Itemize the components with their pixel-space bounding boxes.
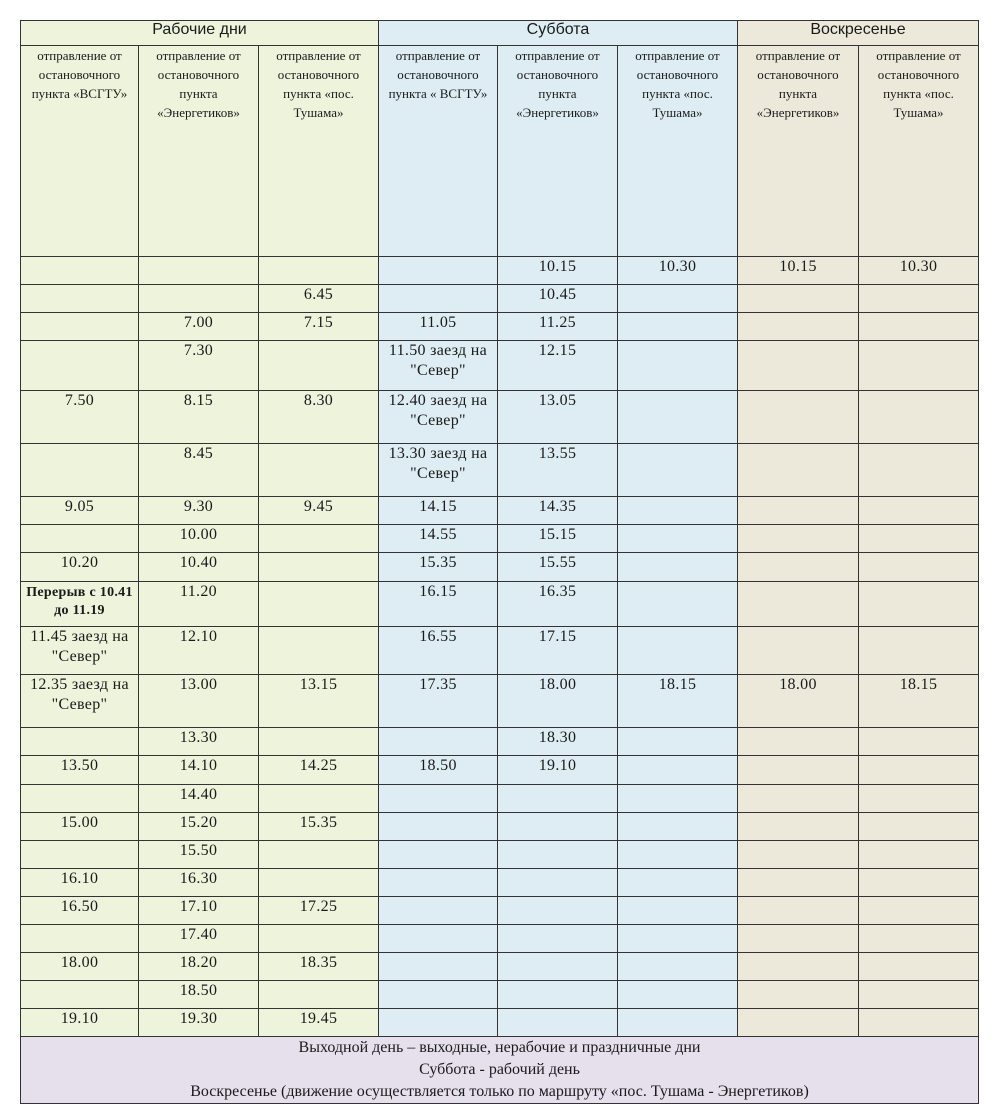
cell-sunday-energetikov <box>738 444 859 497</box>
cell-weekday-tushama: 13.15 <box>259 675 379 728</box>
cell-saturday-tushama <box>618 756 738 785</box>
cell-sunday-energetikov <box>738 341 859 391</box>
cell-saturday-vsgtu <box>379 813 498 841</box>
cell-weekday-energetikov: 8.45 <box>139 444 259 497</box>
cell-weekday-vsgtu <box>21 525 139 553</box>
cell-weekday-vsgtu: 7.50 <box>21 391 139 444</box>
col-saturday-vsgtu: отправление от остановочного пункта « ВСГТУ» <box>379 46 498 257</box>
cell-sunday-tushama <box>859 785 979 813</box>
cell-weekday-tushama: 15.35 <box>259 813 379 841</box>
cell-weekday-energetikov: 9.30 <box>139 497 259 525</box>
col-saturday-tushama: отправление от остановочного пункта «пос. Тушама» <box>618 46 738 257</box>
cell-weekday-energetikov: 16.30 <box>139 869 259 897</box>
cell-weekday-energetikov: 11.20 <box>139 582 259 627</box>
cell-weekday-vsgtu: 15.00 <box>21 813 139 841</box>
footer-line-saturday: Суббота - рабочий день <box>419 1061 580 1078</box>
cell-saturday-energetikov <box>498 925 618 953</box>
footer-line-weekend: Выходной день – выходные, нерабочие и праздничные дни <box>298 1039 701 1056</box>
cell-sunday-tushama <box>859 813 979 841</box>
schedule-row <box>21 285 979 313</box>
cell-saturday-tushama <box>618 953 738 981</box>
group-header-row <box>21 21 979 46</box>
cell-saturday-energetikov <box>498 785 618 813</box>
cell-weekday-tushama: 8.30 <box>259 391 379 444</box>
schedule-row <box>21 553 979 582</box>
schedule-row <box>21 497 979 525</box>
cell-saturday-vsgtu: 16.55 <box>379 627 498 675</box>
cell-weekday-vsgtu: 16.10 <box>21 869 139 897</box>
cell-sunday-energetikov <box>738 841 859 869</box>
cell-saturday-energetikov <box>498 869 618 897</box>
cell-sunday-tushama: 18.15 <box>859 675 979 728</box>
cell-sunday-energetikov <box>738 728 859 756</box>
cell-saturday-vsgtu: 11.50 заезд на "Север" <box>379 341 498 391</box>
group-weekdays: Рабочие дни <box>21 21 379 46</box>
cell-weekday-vsgtu <box>21 925 139 953</box>
cell-saturday-vsgtu <box>379 925 498 953</box>
cell-saturday-vsgtu <box>379 953 498 981</box>
cell-sunday-tushama <box>859 756 979 785</box>
cell-weekday-vsgtu <box>21 728 139 756</box>
cell-weekday-tushama: 18.35 <box>259 953 379 981</box>
cell-saturday-tushama <box>618 627 738 675</box>
cell-saturday-vsgtu: 14.15 <box>379 497 498 525</box>
cell-weekday-tushama <box>259 257 379 285</box>
cell-saturday-vsgtu: 15.35 <box>379 553 498 582</box>
schedule-row <box>21 953 979 981</box>
footer-notes <box>21 1037 979 1104</box>
cell-saturday-vsgtu <box>379 841 498 869</box>
cell-weekday-tushama <box>259 785 379 813</box>
cell-weekday-tushama <box>259 925 379 953</box>
cell-weekday-energetikov: 15.20 <box>139 813 259 841</box>
cell-weekday-energetikov: 17.40 <box>139 925 259 953</box>
cell-weekday-tushama <box>259 341 379 391</box>
cell-saturday-vsgtu <box>379 1009 498 1037</box>
cell-weekday-energetikov: 17.10 <box>139 897 259 925</box>
cell-weekday-tushama <box>259 525 379 553</box>
cell-saturday-tushama <box>618 1009 738 1037</box>
cell-saturday-vsgtu <box>379 785 498 813</box>
footer-line-sunday: Воскресенье (движение осуществляется только по маршруту «пос. Тушама - Энергетиков) <box>190 1083 809 1100</box>
cell-saturday-vsgtu: 17.35 <box>379 675 498 728</box>
schedule-row <box>21 525 979 553</box>
cell-weekday-energetikov <box>139 257 259 285</box>
cell-weekday-energetikov: 10.00 <box>139 525 259 553</box>
cell-saturday-tushama <box>618 869 738 897</box>
cell-sunday-energetikov <box>738 756 859 785</box>
column-header-row <box>21 46 979 257</box>
cell-sunday-energetikov <box>738 981 859 1009</box>
cell-saturday-vsgtu: 16.15 <box>379 582 498 627</box>
schedule-row <box>21 756 979 785</box>
cell-saturday-energetikov: 11.25 <box>498 313 618 341</box>
cell-sunday-tushama <box>859 981 979 1009</box>
cell-sunday-energetikov <box>738 869 859 897</box>
cell-weekday-tushama <box>259 728 379 756</box>
cell-saturday-energetikov: 10.15 <box>498 257 618 285</box>
cell-sunday-tushama: 10.30 <box>859 257 979 285</box>
cell-sunday-energetikov <box>738 925 859 953</box>
cell-saturday-energetikov: 10.45 <box>498 285 618 313</box>
schedule-row <box>21 444 979 497</box>
cell-saturday-tushama <box>618 925 738 953</box>
cell-saturday-tushama: 10.30 <box>618 257 738 285</box>
cell-sunday-tushama <box>859 627 979 675</box>
cell-sunday-tushama <box>859 728 979 756</box>
cell-saturday-energetikov <box>498 981 618 1009</box>
cell-saturday-tushama <box>618 897 738 925</box>
cell-saturday-energetikov <box>498 953 618 981</box>
schedule-row <box>21 313 979 341</box>
cell-sunday-tushama <box>859 285 979 313</box>
cell-weekday-energetikov: 7.30 <box>139 341 259 391</box>
cell-sunday-tushama <box>859 313 979 341</box>
cell-saturday-energetikov: 16.35 <box>498 582 618 627</box>
cell-weekday-energetikov: 13.30 <box>139 728 259 756</box>
cell-weekday-energetikov: 15.50 <box>139 841 259 869</box>
cell-sunday-energetikov <box>738 627 859 675</box>
cell-saturday-energetikov <box>498 1009 618 1037</box>
schedule-table <box>20 20 979 1104</box>
cell-sunday-energetikov <box>738 897 859 925</box>
cell-weekday-vsgtu <box>21 313 139 341</box>
schedule-row <box>21 925 979 953</box>
cell-saturday-tushama: 18.15 <box>618 675 738 728</box>
cell-sunday-tushama <box>859 841 979 869</box>
cell-weekday-vsgtu <box>21 341 139 391</box>
cell-weekday-tushama <box>259 553 379 582</box>
cell-saturday-tushama <box>618 391 738 444</box>
schedule-row <box>21 869 979 897</box>
cell-weekday-vsgtu <box>21 444 139 497</box>
cell-weekday-energetikov: 8.15 <box>139 391 259 444</box>
cell-weekday-energetikov: 19.30 <box>139 1009 259 1037</box>
cell-saturday-energetikov: 18.30 <box>498 728 618 756</box>
col-saturday-energetikov: отправление от остановочного пункта «Энергетиков» <box>498 46 618 257</box>
cell-sunday-tushama <box>859 1009 979 1037</box>
cell-weekday-tushama: 17.25 <box>259 897 379 925</box>
schedule-row <box>21 1009 979 1037</box>
col-weekday-energetikov: отправление от остановочного пункта «Энергетиков» <box>139 46 259 257</box>
cell-weekday-vsgtu: 16.50 <box>21 897 139 925</box>
cell-weekday-tushama: 9.45 <box>259 497 379 525</box>
cell-weekday-vsgtu: 19.10 <box>21 1009 139 1037</box>
col-weekday-vsgtu: отправление от остановочного пункта «ВСГТУ» <box>21 46 139 257</box>
cell-weekday-energetikov: 7.00 <box>139 313 259 341</box>
cell-saturday-vsgtu <box>379 981 498 1009</box>
cell-sunday-energetikov <box>738 497 859 525</box>
cell-sunday-energetikov <box>738 582 859 627</box>
schedule-row <box>21 785 979 813</box>
cell-saturday-tushama <box>618 525 738 553</box>
cell-sunday-energetikov: 18.00 <box>738 675 859 728</box>
cell-sunday-tushama <box>859 444 979 497</box>
schedule-row <box>21 627 979 675</box>
cell-weekday-vsgtu: 13.50 <box>21 756 139 785</box>
cell-weekday-tushama <box>259 582 379 627</box>
cell-weekday-tushama <box>259 444 379 497</box>
cell-weekday-energetikov: 13.00 <box>139 675 259 728</box>
col-sunday-energetikov: отправление от остановочного пункта «Энергетиков» <box>738 46 859 257</box>
cell-sunday-tushama <box>859 553 979 582</box>
cell-sunday-tushama <box>859 497 979 525</box>
cell-weekday-tushama: 14.25 <box>259 756 379 785</box>
cell-sunday-energetikov <box>738 313 859 341</box>
cell-sunday-energetikov <box>738 1009 859 1037</box>
cell-weekday-vsgtu <box>21 981 139 1009</box>
cell-saturday-energetikov <box>498 841 618 869</box>
cell-sunday-energetikov <box>738 813 859 841</box>
cell-saturday-tushama <box>618 444 738 497</box>
cell-weekday-tushama <box>259 981 379 1009</box>
schedule-row <box>21 841 979 869</box>
cell-weekday-energetikov: 10.40 <box>139 553 259 582</box>
cell-weekday-energetikov: 18.50 <box>139 981 259 1009</box>
cell-sunday-tushama <box>859 869 979 897</box>
cell-sunday-energetikov <box>738 553 859 582</box>
cell-sunday-energetikov <box>738 391 859 444</box>
cell-weekday-energetikov <box>139 285 259 313</box>
cell-saturday-energetikov: 14.35 <box>498 497 618 525</box>
cell-weekday-energetikov: 14.40 <box>139 785 259 813</box>
cell-saturday-vsgtu <box>379 285 498 313</box>
cell-sunday-tushama <box>859 582 979 627</box>
cell-weekday-tushama: 6.45 <box>259 285 379 313</box>
cell-sunday-tushama <box>859 953 979 981</box>
cell-saturday-tushama <box>618 497 738 525</box>
cell-weekday-energetikov: 18.20 <box>139 953 259 981</box>
cell-sunday-tushama <box>859 925 979 953</box>
cell-sunday-energetikov <box>738 525 859 553</box>
cell-saturday-energetikov: 15.55 <box>498 553 618 582</box>
cell-saturday-energetikov: 18.00 <box>498 675 618 728</box>
schedule-row <box>21 675 979 728</box>
cell-saturday-vsgtu: 13.30 заезд на "Север" <box>379 444 498 497</box>
group-saturday: Суббота <box>379 21 738 46</box>
cell-weekday-energetikov: 12.10 <box>139 627 259 675</box>
cell-weekday-vsgtu <box>21 841 139 869</box>
cell-weekday-vsgtu <box>21 285 139 313</box>
cell-saturday-vsgtu: 14.55 <box>379 525 498 553</box>
cell-saturday-tushama <box>618 341 738 391</box>
cell-weekday-vsgtu: 18.00 <box>21 953 139 981</box>
cell-weekday-vsgtu: 11.45 заезд на "Север" <box>21 627 139 675</box>
schedule-row <box>21 582 979 627</box>
cell-saturday-energetikov: 17.15 <box>498 627 618 675</box>
cell-saturday-tushama <box>618 981 738 1009</box>
cell-saturday-energetikov <box>498 813 618 841</box>
schedule-row <box>21 897 979 925</box>
col-sunday-tushama: отправление от остановочного пункта «пос. Тушама» <box>859 46 979 257</box>
cell-weekday-vsgtu <box>21 785 139 813</box>
cell-saturday-tushama <box>618 285 738 313</box>
cell-saturday-tushama <box>618 841 738 869</box>
col-weekday-tushama: отправление от остановочного пункта «пос. Тушама» <box>259 46 379 257</box>
cell-weekday-vsgtu: 12.35 заезд на "Север" <box>21 675 139 728</box>
schedule-row <box>21 981 979 1009</box>
cell-weekday-tushama <box>259 627 379 675</box>
cell-saturday-tushama <box>618 582 738 627</box>
cell-saturday-energetikov: 15.15 <box>498 525 618 553</box>
cell-saturday-energetikov: 12.15 <box>498 341 618 391</box>
cell-weekday-vsgtu: 10.20 <box>21 553 139 582</box>
cell-saturday-vsgtu <box>379 869 498 897</box>
cell-sunday-tushama <box>859 391 979 444</box>
cell-saturday-energetikov: 13.05 <box>498 391 618 444</box>
cell-sunday-tushama <box>859 897 979 925</box>
cell-saturday-tushama <box>618 813 738 841</box>
cell-sunday-tushama <box>859 525 979 553</box>
schedule-row <box>21 813 979 841</box>
cell-saturday-tushama <box>618 785 738 813</box>
cell-sunday-energetikov <box>738 785 859 813</box>
schedule-body <box>21 257 979 1037</box>
cell-weekday-vsgtu: Перерыв с 10.41 до 11.19 <box>21 582 139 627</box>
footer-row <box>21 1037 979 1104</box>
cell-saturday-vsgtu <box>379 897 498 925</box>
cell-weekday-energetikov: 14.10 <box>139 756 259 785</box>
cell-saturday-vsgtu <box>379 728 498 756</box>
group-sunday: Воскресенье <box>738 21 979 46</box>
schedule-row <box>21 341 979 391</box>
cell-weekday-vsgtu: 9.05 <box>21 497 139 525</box>
cell-saturday-vsgtu: 18.50 <box>379 756 498 785</box>
cell-sunday-energetikov <box>738 285 859 313</box>
cell-saturday-energetikov: 13.55 <box>498 444 618 497</box>
cell-sunday-energetikov <box>738 953 859 981</box>
cell-saturday-energetikov <box>498 897 618 925</box>
cell-weekday-tushama <box>259 841 379 869</box>
cell-saturday-energetikov: 19.10 <box>498 756 618 785</box>
cell-saturday-vsgtu: 11.05 <box>379 313 498 341</box>
cell-saturday-vsgtu <box>379 257 498 285</box>
cell-weekday-tushama: 19.45 <box>259 1009 379 1037</box>
cell-sunday-energetikov: 10.15 <box>738 257 859 285</box>
cell-weekday-tushama <box>259 869 379 897</box>
cell-weekday-vsgtu <box>21 257 139 285</box>
schedule-row <box>21 728 979 756</box>
cell-weekday-tushama: 7.15 <box>259 313 379 341</box>
schedule-row <box>21 257 979 285</box>
cell-saturday-tushama <box>618 728 738 756</box>
cell-saturday-tushama <box>618 553 738 582</box>
cell-saturday-vsgtu: 12.40 заезд на "Север" <box>379 391 498 444</box>
cell-sunday-tushama <box>859 341 979 391</box>
cell-saturday-tushama <box>618 313 738 341</box>
schedule-row <box>21 391 979 444</box>
